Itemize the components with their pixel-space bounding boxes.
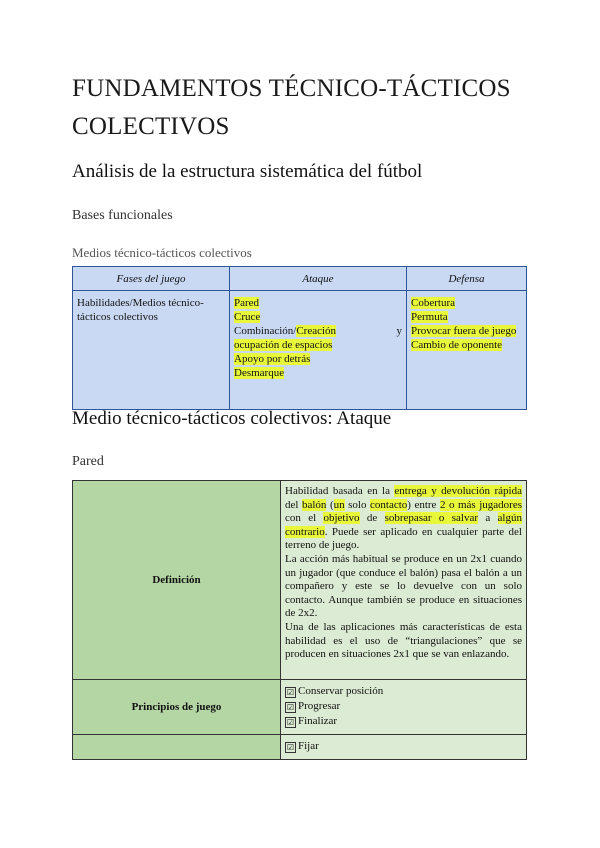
fijar-cell — [281, 735, 527, 760]
section-heading-ataque: Medio técnico-tácticos colectivos: Ataque — [72, 408, 392, 429]
header-fases: Fases del juego — [73, 267, 230, 291]
page-title: FUNDAMENTOS TÉCNICO-TÁCTICOS COLECTIVOS — [72, 75, 511, 140]
header-ataque: Ataque — [230, 267, 407, 291]
row-label: Habilidades/Medios técnico-tácticos colectivos — [73, 291, 230, 410]
ataque-cell — [230, 291, 407, 410]
fijar-row — [73, 735, 527, 760]
ataque-item: Apoyo por detrás — [234, 353, 311, 365]
definition-label: Definición — [73, 481, 281, 680]
ataque-item: ocupación de espacios — [234, 339, 333, 351]
principle-item: ☑ Progresar — [286, 700, 341, 712]
checkbox-icon: ☑ — [286, 743, 295, 752]
definition-paragraph: La acción más habitual se produce en un 2x1 cuando un jugador (que conduce el balón) pasa el balón a un compañero y este se lo devuelve con un solo contacto. Aunque también se produce en situaciones de 2x2. — [285, 552, 522, 620]
medios-table — [72, 266, 527, 410]
subheading-pared: Pared — [72, 454, 104, 469]
definition-row — [73, 481, 527, 680]
table-caption: Medios técnico-tácticos colectivos — [72, 245, 252, 260]
header-defensa: Defensa — [407, 267, 527, 291]
definition-cell — [281, 481, 527, 680]
ataque-item: Pared — [234, 297, 260, 309]
checkbox-icon: ☑ — [286, 718, 295, 727]
principles-label: Principios de juego — [73, 680, 281, 735]
checkbox-icon: ☑ — [286, 688, 295, 697]
definition-paragraph: Una de las aplicaciones más características de esta habilidad es el uso de “triangulaciones” que se producen en situaciones 2x1 que se van enlazando. — [285, 620, 522, 661]
subheading-bases: Bases funcionales — [72, 208, 173, 223]
defensa-item: Cobertura — [411, 297, 455, 309]
section-heading-analysis: Análisis de la estructura sistemática del fútbol — [72, 161, 423, 182]
principle-item: ☑ Finalizar — [286, 715, 338, 727]
principles-row — [73, 680, 527, 735]
principle-item: ☑ Fijar — [286, 740, 319, 752]
principles-cell — [281, 680, 527, 735]
defensa-item: Provocar fuera de juego — [411, 325, 517, 337]
defensa-cell — [407, 291, 527, 410]
ataque-item: Desmarque — [234, 367, 285, 379]
table-header-row — [73, 267, 527, 291]
principle-item: ☑ Conservar posición — [286, 685, 384, 697]
checkbox-icon: ☑ — [286, 703, 295, 712]
empty-label — [73, 735, 281, 760]
defensa-item: Cambio de oponente — [411, 339, 503, 351]
table-row — [73, 291, 527, 410]
pared-table — [72, 480, 527, 760]
definition-paragraph: Habilidad basada en la entrega y devolución rápida del balón (un solo contacto) entre 2 o más jugadores con el objetivo de sobrepasar o salvar a algún contrario. Puede ser aplicado en cualquier parte del terreno de juego. — [285, 485, 522, 552]
ataque-item: Combinación/Creación y — [234, 325, 402, 337]
ataque-item: Cruce — [234, 311, 261, 323]
defensa-item: Permuta — [411, 311, 448, 323]
